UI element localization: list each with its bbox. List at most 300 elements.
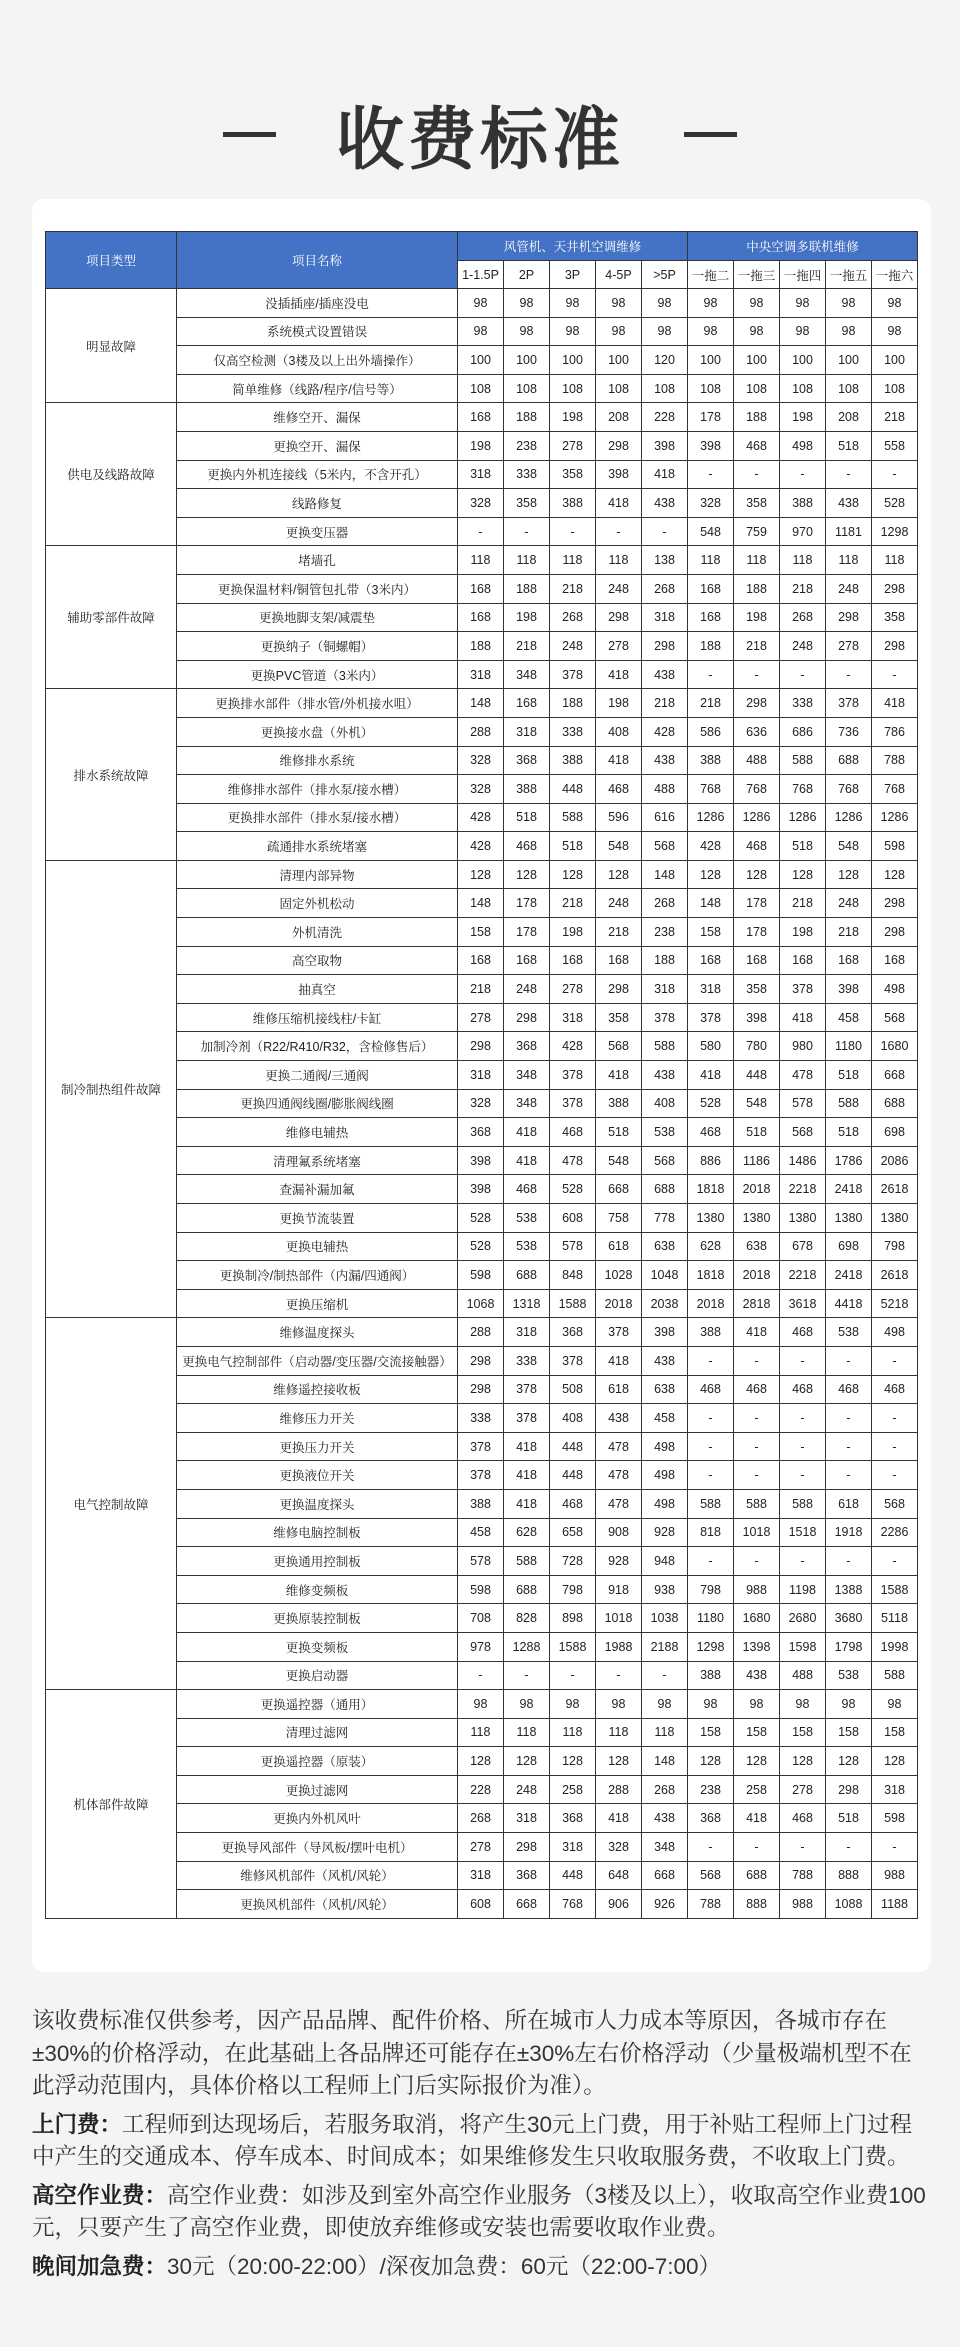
- price-cell: 938: [642, 1575, 688, 1604]
- price-cell: -: [734, 460, 780, 489]
- price-cell: 418: [596, 489, 642, 518]
- price-cell: 1786: [826, 1146, 872, 1175]
- price-cell: 698: [826, 1232, 872, 1261]
- item-name-cell: 更换纳子（铜螺帽）: [177, 632, 458, 661]
- price-cell: 98: [596, 317, 642, 346]
- table-row: [46, 574, 918, 603]
- item-name-cell: 维修电脑控制板: [177, 1518, 458, 1547]
- price-cell: 438: [734, 1661, 780, 1690]
- price-cell: 98: [872, 1690, 918, 1719]
- price-cell: 268: [458, 1804, 504, 1833]
- header-size-col: 一拖二: [688, 261, 734, 289]
- table-row: [46, 289, 918, 318]
- price-cell: 248: [596, 574, 642, 603]
- price-cell: 128: [734, 1747, 780, 1776]
- item-name-cell: 仅高空检测（3楼及以上出外墙操作）: [177, 346, 458, 375]
- price-cell: -: [872, 1404, 918, 1433]
- price-cell: 148: [642, 1747, 688, 1776]
- price-cell: 2188: [642, 1632, 688, 1661]
- price-cell: 218: [550, 574, 596, 603]
- table-row: [46, 1318, 918, 1347]
- price-cell: 248: [596, 889, 642, 918]
- price-cell: 828: [504, 1604, 550, 1633]
- table-row: [46, 689, 918, 718]
- item-name-cell: 维修空开、漏保: [177, 403, 458, 432]
- price-cell: 458: [642, 1404, 688, 1433]
- price-cell: 988: [780, 1890, 826, 1919]
- table-row: [46, 1518, 918, 1547]
- price-cell: 518: [550, 832, 596, 861]
- header-group-duct: 风管机、天井机空调维修: [458, 232, 688, 261]
- price-cell: 906: [596, 1890, 642, 1919]
- price-cell: 118: [504, 546, 550, 575]
- price-cell: 518: [734, 1118, 780, 1147]
- price-cell: -: [780, 460, 826, 489]
- price-cell: 668: [596, 1175, 642, 1204]
- price-cell: 1288: [504, 1632, 550, 1661]
- price-cell: 128: [596, 1747, 642, 1776]
- height-fee-note: [32, 2180, 932, 2245]
- table-row: [46, 346, 918, 375]
- price-cell: -: [780, 1346, 826, 1375]
- item-name-cell: 清理过滤网: [177, 1718, 458, 1747]
- price-cell: 768: [872, 775, 918, 804]
- table-row: [46, 918, 918, 947]
- price-cell: 98: [642, 289, 688, 318]
- price-cell: 98: [504, 1690, 550, 1719]
- table-row: [46, 803, 918, 832]
- price-cell: 108: [688, 374, 734, 403]
- price-cell: 378: [780, 975, 826, 1004]
- price-cell: 128: [780, 1747, 826, 1776]
- price-cell: 368: [688, 1804, 734, 1833]
- price-cell: 988: [872, 1861, 918, 1890]
- price-cell: 488: [734, 746, 780, 775]
- price-cell: 668: [642, 1861, 688, 1890]
- price-cell: -: [826, 460, 872, 489]
- price-cell: 108: [642, 374, 688, 403]
- category-cell: 机体部件故障: [46, 1690, 177, 1919]
- price-cell: 128: [826, 1747, 872, 1776]
- price-cell: 448: [550, 775, 596, 804]
- price-cell: 498: [872, 975, 918, 1004]
- header-size-col: 一拖三: [734, 261, 780, 289]
- price-cell: 3618: [780, 1289, 826, 1318]
- price-cell: 608: [458, 1890, 504, 1919]
- price-cell: 588: [734, 1489, 780, 1518]
- price-cell: 338: [504, 460, 550, 489]
- price-cell: 498: [872, 1318, 918, 1347]
- price-cell: 1318: [504, 1289, 550, 1318]
- table-row: [46, 1089, 918, 1118]
- price-cell: 1588: [550, 1289, 596, 1318]
- price-cell: 538: [642, 1118, 688, 1147]
- price-cell: 398: [826, 975, 872, 1004]
- price-cell: 298: [872, 889, 918, 918]
- item-name-cell: 高空取物: [177, 946, 458, 975]
- price-cell: 418: [596, 1804, 642, 1833]
- price-cell: 158: [872, 1718, 918, 1747]
- price-cell: 378: [550, 1061, 596, 1090]
- price-cell: 398: [734, 1003, 780, 1032]
- item-name-cell: 查漏补漏加氟: [177, 1175, 458, 1204]
- price-cell: -: [734, 1432, 780, 1461]
- item-name-cell: 更换电气控制部件（启动器/变压器/交流接触器）: [177, 1346, 458, 1375]
- price-cell: 388: [688, 1318, 734, 1347]
- price-cell: 926: [642, 1890, 688, 1919]
- price-cell: 118: [550, 1718, 596, 1747]
- price-cell: 398: [688, 431, 734, 460]
- price-cell: 528: [458, 1204, 504, 1233]
- price-cell: 768: [780, 775, 826, 804]
- item-name-cell: 线路修复: [177, 489, 458, 518]
- height-fee-label: 高空作业费：: [32, 2182, 168, 2208]
- price-cell: 418: [688, 1061, 734, 1090]
- price-cell: 278: [458, 1003, 504, 1032]
- price-cell: 248: [504, 975, 550, 1004]
- price-cell: 288: [458, 717, 504, 746]
- price-cell: 298: [596, 975, 642, 1004]
- price-cell: 548: [596, 832, 642, 861]
- price-cell: 548: [734, 1089, 780, 1118]
- table-row: [46, 946, 918, 975]
- table-row: [46, 1690, 918, 1719]
- price-cell: 418: [642, 460, 688, 489]
- price-cell: 368: [504, 1861, 550, 1890]
- price-cell: 98: [642, 1690, 688, 1719]
- price-cell: 378: [688, 1003, 734, 1032]
- price-cell: 298: [596, 603, 642, 632]
- price-cell: 568: [642, 832, 688, 861]
- price-cell: 1380: [872, 1204, 918, 1233]
- price-cell: 598: [872, 832, 918, 861]
- table-row: [46, 1232, 918, 1261]
- price-cell: 98: [596, 289, 642, 318]
- table-row: [46, 1575, 918, 1604]
- price-cell: 636: [734, 717, 780, 746]
- price-cell: 580: [688, 1032, 734, 1061]
- price-cell: 538: [826, 1318, 872, 1347]
- price-cell: 248: [780, 632, 826, 661]
- price-cell: 1680: [872, 1032, 918, 1061]
- header-size-col: 一拖五: [826, 261, 872, 289]
- price-cell: 658: [550, 1518, 596, 1547]
- price-cell: 298: [504, 1833, 550, 1862]
- price-cell: 1286: [780, 803, 826, 832]
- price-cell: 108: [780, 374, 826, 403]
- price-cell: 468: [872, 1375, 918, 1404]
- price-cell: 428: [550, 1032, 596, 1061]
- price-cell: 5218: [872, 1289, 918, 1318]
- price-table: [45, 231, 918, 1919]
- price-cell: 100: [734, 346, 780, 375]
- price-cell: 1998: [872, 1632, 918, 1661]
- price-cell: 528: [550, 1175, 596, 1204]
- title-dash-left: [223, 132, 276, 137]
- price-cell: 408: [596, 717, 642, 746]
- price-cell: 168: [734, 946, 780, 975]
- price-cell: 218: [688, 689, 734, 718]
- price-cell: 758: [596, 1204, 642, 1233]
- item-name-cell: 更换压力开关: [177, 1432, 458, 1461]
- item-name-cell: 加制冷剂（R22/R410/R32，含检修售后）: [177, 1032, 458, 1061]
- price-cell: 98: [458, 317, 504, 346]
- price-cell: -: [688, 1346, 734, 1375]
- price-cell: 268: [642, 574, 688, 603]
- price-cell: 98: [780, 317, 826, 346]
- price-cell: 788: [688, 1890, 734, 1919]
- price-cell: 478: [596, 1461, 642, 1490]
- price-cell: 178: [504, 918, 550, 947]
- price-cell: 168: [688, 603, 734, 632]
- price-cell: -: [872, 1461, 918, 1490]
- price-cell: 98: [642, 317, 688, 346]
- price-cell: 508: [550, 1375, 596, 1404]
- price-cell: 398: [596, 460, 642, 489]
- price-cell: 768: [550, 1890, 596, 1919]
- price-cell: 100: [504, 346, 550, 375]
- price-cell: 238: [688, 1775, 734, 1804]
- price-cell: 568: [642, 1146, 688, 1175]
- table-row: [46, 1804, 918, 1833]
- price-cell: 848: [550, 1261, 596, 1290]
- table-row: [46, 1775, 918, 1804]
- price-cell: 248: [550, 632, 596, 661]
- price-cell: 178: [734, 918, 780, 947]
- price-cell: 168: [458, 574, 504, 603]
- price-cell: 688: [872, 1089, 918, 1118]
- height-fee-text: 高空作业费：如涉及到室外高空作业服务（3楼及以上），收取高空作业费100元，只要产生了高空作业费，即使放弃维修或安装也需要收取作业费。: [32, 2182, 926, 2240]
- price-cell: 318: [872, 1775, 918, 1804]
- price-cell: 268: [642, 889, 688, 918]
- table-row: [46, 1003, 918, 1032]
- price-cell: 338: [504, 1346, 550, 1375]
- price-cell: 628: [504, 1518, 550, 1547]
- price-cell: 1286: [826, 803, 872, 832]
- price-cell: 100: [688, 346, 734, 375]
- price-cell: 118: [688, 546, 734, 575]
- price-cell: 418: [596, 660, 642, 689]
- price-cell: 1398: [734, 1632, 780, 1661]
- price-cell: -: [734, 1346, 780, 1375]
- price-cell: 1038: [642, 1604, 688, 1633]
- price-cell: 568: [780, 1118, 826, 1147]
- price-cell: 348: [642, 1833, 688, 1862]
- price-cell: 1380: [780, 1204, 826, 1233]
- price-cell: 728: [550, 1547, 596, 1576]
- price-cell: 138: [642, 546, 688, 575]
- price-cell: 268: [550, 603, 596, 632]
- price-cell: 1918: [826, 1518, 872, 1547]
- price-cell: 468: [504, 1175, 550, 1204]
- price-cell: 908: [596, 1518, 642, 1547]
- price-cell: 1988: [596, 1632, 642, 1661]
- price-cell: 528: [872, 489, 918, 518]
- price-cell: 98: [734, 1690, 780, 1719]
- price-cell: 2618: [872, 1175, 918, 1204]
- header-size-col: 3P: [550, 261, 596, 289]
- price-cell: 168: [780, 946, 826, 975]
- price-cell: 596: [596, 803, 642, 832]
- price-cell: 458: [826, 1003, 872, 1032]
- price-cell: 1180: [826, 1032, 872, 1061]
- item-name-cell: 系统模式设置错误: [177, 317, 458, 346]
- price-cell: 468: [734, 832, 780, 861]
- price-cell: 328: [458, 1089, 504, 1118]
- price-cell: 2680: [780, 1604, 826, 1633]
- price-cell: 398: [642, 431, 688, 460]
- notes-section: [32, 2005, 932, 2289]
- price-cell: 588: [504, 1547, 550, 1576]
- price-cell: 2018: [596, 1289, 642, 1318]
- price-cell: 298: [596, 431, 642, 460]
- price-cell: 568: [872, 1489, 918, 1518]
- price-cell: 418: [504, 1489, 550, 1518]
- price-cell: 100: [596, 346, 642, 375]
- price-cell: 1068: [458, 1289, 504, 1318]
- item-name-cell: 更换启动器: [177, 1661, 458, 1690]
- disclaimer-text: 该收费标准仅供参考，因产品品牌、配件价格、所在城市人力成本等原因，各城市存在±30%的价格浮动，在此基础上各品牌还可能存在±30%左右价格浮动（少量极端机型不在此浮动范围内，具体价格以工程师上门后实际报价为准）。: [32, 2008, 912, 2098]
- table-row: [46, 1061, 918, 1090]
- price-cell: 518: [780, 832, 826, 861]
- price-cell: 158: [688, 918, 734, 947]
- price-cell: 158: [458, 918, 504, 947]
- price-cell: 518: [504, 803, 550, 832]
- price-cell: 408: [642, 1089, 688, 1118]
- price-cell: 1680: [734, 1604, 780, 1633]
- item-name-cell: 固定外机松动: [177, 889, 458, 918]
- price-cell: 298: [734, 689, 780, 718]
- price-cell: 1588: [872, 1575, 918, 1604]
- price-cell: 418: [596, 1061, 642, 1090]
- item-name-cell: 维修排水部件（排水泵/接水槽）: [177, 775, 458, 804]
- visit-fee-label: 上门费：: [32, 2111, 123, 2137]
- price-cell: 118: [458, 1718, 504, 1747]
- price-cell: 1388: [826, 1575, 872, 1604]
- item-name-cell: 清理氟系统堵塞: [177, 1146, 458, 1175]
- price-cell: 378: [504, 1404, 550, 1433]
- price-cell: -: [734, 1547, 780, 1576]
- price-cell: 128: [734, 860, 780, 889]
- visit-fee-note: [32, 2109, 932, 2174]
- night-fee-text: 30元（20:00-22:00）/深夜加急费：60元（22:00-7:00）: [167, 2253, 722, 2279]
- price-cell: 478: [550, 1146, 596, 1175]
- price-cell: 258: [550, 1775, 596, 1804]
- price-cell: 348: [504, 1089, 550, 1118]
- price-cell: -: [734, 1461, 780, 1490]
- item-name-cell: 更换液位开关: [177, 1461, 458, 1490]
- price-cell: 268: [642, 1775, 688, 1804]
- price-cell: 438: [642, 746, 688, 775]
- table-row: [46, 717, 918, 746]
- price-cell: 368: [550, 1318, 596, 1347]
- price-cell: 218: [734, 632, 780, 661]
- price-cell: 788: [780, 1861, 826, 1890]
- price-cell: 708: [458, 1604, 504, 1633]
- price-cell: 378: [642, 1003, 688, 1032]
- table-row: [46, 517, 918, 546]
- visit-fee-text: 工程师到达现场后，若服务取消，将产生30元上门费，用于补贴工程师上门过程中产生的交通成本、停车成本、时间成本；如果维修发生只收取服务费，不收取上门费。: [32, 2111, 913, 2169]
- price-cell: -: [826, 1346, 872, 1375]
- price-cell: 378: [458, 1432, 504, 1461]
- item-name-cell: 没插插座/插座没电: [177, 289, 458, 318]
- price-cell: 168: [504, 689, 550, 718]
- price-cell: 568: [872, 1003, 918, 1032]
- price-cell: 418: [872, 689, 918, 718]
- price-cell: 586: [688, 717, 734, 746]
- price-cell: 218: [780, 889, 826, 918]
- price-cell: 168: [688, 574, 734, 603]
- table-row: [46, 374, 918, 403]
- header-size-col: 4-5P: [596, 261, 642, 289]
- price-cell: 158: [734, 1718, 780, 1747]
- price-cell: -: [780, 1547, 826, 1576]
- price-cell: -: [458, 517, 504, 546]
- price-cell: 578: [550, 1232, 596, 1261]
- price-cell: -: [504, 1661, 550, 1690]
- price-cell: 188: [734, 574, 780, 603]
- price-cell: 98: [688, 289, 734, 318]
- price-cell: 98: [826, 317, 872, 346]
- price-cell: 1486: [780, 1146, 826, 1175]
- price-cell: 158: [688, 1718, 734, 1747]
- price-cell: 468: [734, 431, 780, 460]
- table-row: [46, 1118, 918, 1147]
- price-cell: 118: [504, 1718, 550, 1747]
- price-cell: -: [734, 1404, 780, 1433]
- price-cell: 578: [458, 1547, 504, 1576]
- table-row: [46, 1346, 918, 1375]
- item-name-cell: 更换内外机风叶: [177, 1804, 458, 1833]
- header-size-col: >5P: [642, 261, 688, 289]
- price-cell: 1598: [780, 1632, 826, 1661]
- price-cell: -: [780, 660, 826, 689]
- price-cell: 298: [458, 1346, 504, 1375]
- price-cell: 118: [826, 546, 872, 575]
- header-type: 项目类型: [46, 232, 177, 289]
- price-cell: 1380: [734, 1204, 780, 1233]
- price-cell: 128: [458, 860, 504, 889]
- price-cell: 388: [550, 746, 596, 775]
- price-cell: 768: [734, 775, 780, 804]
- price-cell: 218: [596, 918, 642, 947]
- price-cell: 298: [642, 632, 688, 661]
- price-cell: 1018: [734, 1518, 780, 1547]
- title-dash-right: [684, 132, 737, 137]
- table-row: [46, 1146, 918, 1175]
- price-cell: 208: [826, 403, 872, 432]
- price-cell: 688: [734, 1861, 780, 1890]
- price-cell: 198: [550, 918, 596, 947]
- price-cell: 188: [458, 632, 504, 661]
- price-cell: 428: [642, 717, 688, 746]
- price-cell: 1028: [596, 1261, 642, 1290]
- price-cell: 148: [458, 889, 504, 918]
- price-cell: 238: [504, 431, 550, 460]
- price-cell: 648: [596, 1861, 642, 1890]
- price-cell: 298: [458, 1032, 504, 1061]
- item-name-cell: 更换压缩机: [177, 1289, 458, 1318]
- price-cell: 318: [458, 1061, 504, 1090]
- table-row: [46, 489, 918, 518]
- price-cell: 588: [780, 1489, 826, 1518]
- price-cell: 128: [458, 1747, 504, 1776]
- price-cell: 288: [596, 1775, 642, 1804]
- price-cell: 2038: [642, 1289, 688, 1318]
- price-cell: 588: [688, 1489, 734, 1518]
- price-cell: 548: [826, 832, 872, 861]
- price-cell: 378: [826, 689, 872, 718]
